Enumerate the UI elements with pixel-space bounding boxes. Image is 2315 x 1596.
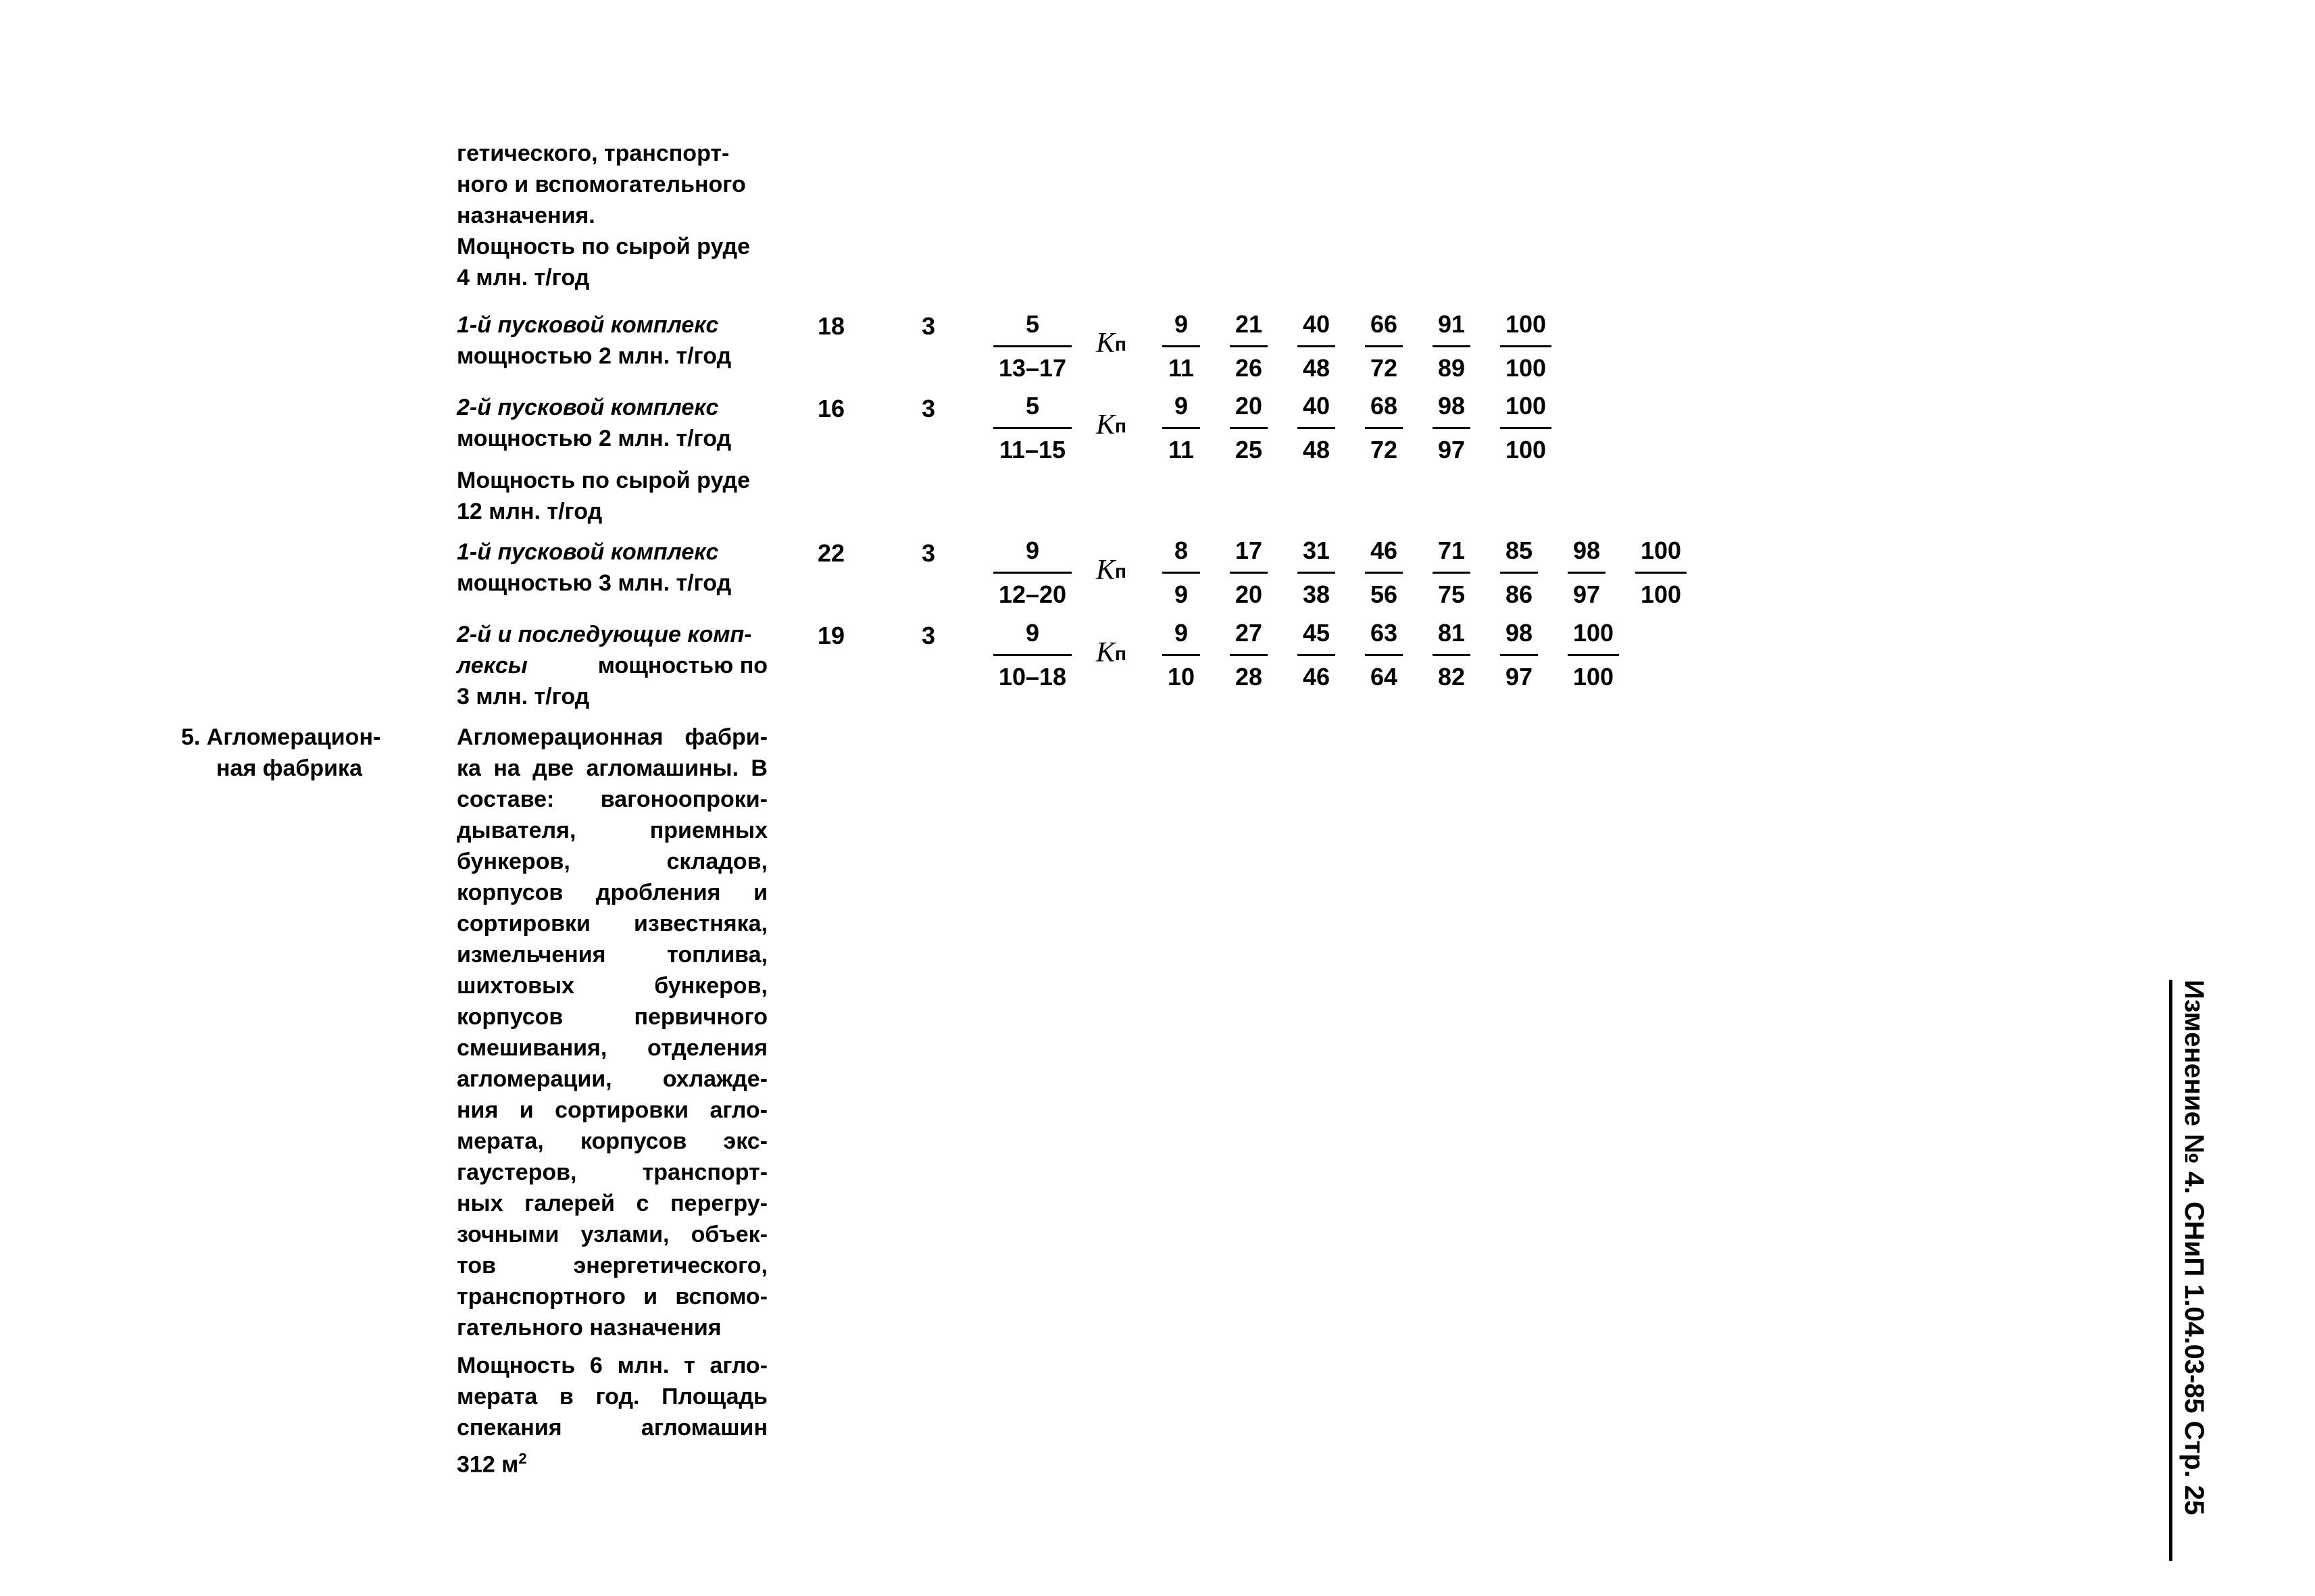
row-2-title-rest: мощностью 2 млн. т/год (457, 426, 732, 451)
pair-numerator: 21 (1230, 307, 1268, 347)
section-5-desc-line-19: транспортного и вспомо- (457, 1284, 768, 1310)
intro-text (457, 138, 768, 293)
row-2-frac-bot: 11–15 (999, 436, 1066, 464)
row-4-pair-4 (1365, 616, 1403, 694)
section-5-desc-line-16: ных галерей с перегру- (457, 1191, 768, 1216)
pair-numerator: 31 (1297, 534, 1335, 574)
row-1-title-italic: 1-й пусковой комплекс (457, 312, 719, 338)
pair-numerator: 71 (1433, 534, 1470, 574)
row-4-frac-top: 9 (993, 616, 1072, 656)
row-3-title-rest: мощностью 3 млн. т/год (457, 570, 732, 596)
pair-denominator: 48 (1302, 436, 1330, 464)
pair-denominator: 97 (1572, 580, 1601, 608)
row-1-pair-4 (1365, 307, 1403, 385)
row-4-col1: 19 (818, 622, 845, 649)
row-3-pair-2 (1230, 534, 1268, 612)
row-4-title (457, 619, 768, 712)
section-5-capacity (457, 1350, 768, 1480)
intro-line-1: гетического, транспорт- (457, 141, 730, 166)
row-3-pair-8 (1635, 534, 1687, 612)
section-5-desc-line-3: составе: вагоноопроки- (457, 787, 768, 812)
section-5-desc-line-14: мерата, корпусов экс- (457, 1128, 768, 1154)
side-page-label: Изменение № 4. СНиП 1.04.03-85 Стр. 25 (2169, 980, 2213, 1561)
row-4-col2: 3 (922, 622, 936, 649)
pair-denominator: 64 (1370, 663, 1398, 691)
pair-denominator: 82 (1437, 663, 1466, 691)
section-5-area (457, 1443, 768, 1480)
row-4-pair-3 (1297, 616, 1335, 694)
pair-denominator: 56 (1370, 580, 1398, 608)
row-1-fraction (993, 307, 1072, 385)
row-3-pair-6 (1500, 534, 1538, 612)
row-4-pair-7 (1568, 616, 1619, 694)
row-4-title-rest-2: мощностью по (597, 653, 768, 678)
row-4-title-italic-1: 2-й и последующие комп- (457, 622, 752, 647)
row-4-pair-5 (1433, 616, 1470, 694)
row-1-pair-1 (1162, 307, 1200, 385)
pair-numerator: 20 (1230, 389, 1268, 429)
pair-numerator: 9 (1162, 307, 1200, 347)
pair-numerator: 17 (1230, 534, 1268, 574)
row-3-pair-7 (1568, 534, 1605, 612)
pair-denominator: 89 (1437, 354, 1466, 382)
capacity-12-line-1: Мощность по сырой руде (457, 468, 750, 493)
section-5-label-line-2: ная фабрика (216, 755, 362, 781)
pair-denominator: 9 (1174, 580, 1189, 608)
pair-denominator: 97 (1505, 663, 1533, 691)
row-4-title-line-2 (457, 650, 768, 681)
row-3-title (457, 537, 768, 599)
row-1-pair-3 (1297, 307, 1335, 385)
section-5-label-line-1: 5. Агломерацион- (181, 724, 381, 750)
section-5-area-value: 312 м (457, 1451, 519, 1478)
section-5-desc-line-18: тов энергетического, (457, 1253, 768, 1278)
pair-numerator: 98 (1500, 616, 1538, 656)
pair-denominator: 20 (1235, 580, 1263, 608)
pair-numerator: 81 (1433, 616, 1470, 656)
section-5-desc-line-13: ния и сортировки агло- (457, 1097, 768, 1123)
pair-denominator: 100 (1572, 663, 1614, 691)
row-4-k: $K_п$ (1096, 637, 1126, 668)
section-5-desc-line-9: шихтовых бункеров, (457, 973, 768, 999)
row-1-col2: 3 (922, 312, 936, 340)
row-3-pair-5 (1433, 534, 1470, 612)
section-5-desc-line-8: измельчения топлива, (457, 942, 768, 968)
row-1-k: $K_п$ (1096, 328, 1126, 359)
pair-denominator: 48 (1302, 354, 1330, 382)
row-2-k: $K_п$ (1096, 409, 1126, 441)
row-4-title-rest-3: 3 млн. т/год (457, 684, 590, 709)
row-1-col1: 18 (818, 312, 845, 340)
pair-denominator: 25 (1235, 436, 1263, 464)
pair-numerator: 68 (1365, 389, 1403, 429)
row-3-pair-4 (1365, 534, 1403, 612)
pair-denominator: 75 (1437, 580, 1466, 608)
section-5-area-sup: 2 (518, 1450, 527, 1467)
section-5-desc-line-11: смешивания, отделения (457, 1035, 768, 1061)
pair-denominator: 26 (1235, 354, 1263, 382)
row-2-pair-6 (1500, 389, 1551, 467)
pair-denominator: 100 (1505, 436, 1547, 464)
pair-numerator: 9 (1162, 616, 1200, 656)
row-2-fraction (993, 389, 1072, 467)
pair-numerator: 100 (1500, 307, 1551, 347)
pair-denominator: 11 (1168, 436, 1195, 464)
section-5-desc-line-2: ка на две агломашины. В (457, 755, 768, 781)
row-2-title-italic: 2-й пусковой комплекс (457, 395, 719, 420)
pair-denominator: 38 (1302, 580, 1330, 608)
section-5-capacity-line-3: спекания агломашин (457, 1415, 768, 1441)
row-2-frac-top: 5 (993, 389, 1072, 429)
row-3-col2: 3 (922, 539, 936, 567)
pair-numerator: 45 (1297, 616, 1335, 656)
pair-numerator: 9 (1162, 389, 1200, 429)
section-5-desc-line-5: бункеров, складов, (457, 849, 768, 874)
row-2-pair-4 (1365, 389, 1403, 467)
capacity-12-line-2: 12 млн. т/год (457, 499, 603, 524)
pair-numerator: 100 (1568, 616, 1619, 656)
intro-capacity-2: 4 млн. т/год (457, 265, 590, 291)
intro-line-3: назначения. (457, 203, 595, 228)
pair-numerator: 66 (1365, 307, 1403, 347)
row-4-frac-bot: 10–18 (998, 663, 1067, 691)
section-5-capacity-line-1: Мощность 6 млн. т агло- (457, 1353, 768, 1378)
pair-denominator: 10 (1167, 663, 1195, 691)
pair-numerator: 46 (1365, 534, 1403, 574)
section-5-desc-line-15: гаустеров, транспорт- (457, 1159, 768, 1185)
row-3-fraction (993, 534, 1072, 612)
pair-denominator: 46 (1302, 663, 1330, 691)
row-2-pair-1 (1162, 389, 1200, 467)
row-1-title-rest: мощностью 2 млн. т/год (457, 343, 732, 369)
row-3-k: $K_п$ (1096, 555, 1126, 586)
pair-numerator: 40 (1297, 307, 1335, 347)
row-1-frac-bot: 13–17 (998, 354, 1067, 382)
section-5-capacity-line-2: мерата в год. Площадь (457, 1384, 768, 1410)
capacity-12 (457, 465, 768, 527)
section-5-desc-line-17: зочными узлами, объек- (457, 1222, 768, 1247)
row-1-pair-2 (1230, 307, 1268, 385)
pair-denominator: 28 (1235, 663, 1263, 691)
row-3-frac-top: 9 (993, 534, 1072, 574)
row-4-pair-2 (1230, 616, 1268, 694)
row-4-title-italic-2: лексы (457, 653, 528, 678)
row-4-fraction (993, 616, 1072, 694)
pair-numerator: 40 (1297, 389, 1335, 429)
pair-denominator: 100 (1640, 580, 1682, 608)
section-5-desc-line-1: Агломерационная фабри- (457, 724, 768, 750)
pair-denominator: 72 (1370, 436, 1398, 464)
section-5-desc-line-7: сортировки известняка, (457, 911, 768, 937)
row-3-pair-1 (1162, 534, 1200, 612)
pair-denominator: 72 (1370, 354, 1398, 382)
section-5-desc-line-6: корпусов дробления и (457, 880, 768, 905)
pair-numerator: 91 (1433, 307, 1470, 347)
row-2-pair-5 (1433, 389, 1470, 467)
row-3-col1: 22 (818, 539, 845, 567)
pair-denominator: 11 (1168, 354, 1195, 382)
row-1-pair-6 (1500, 307, 1551, 385)
section-5-desc-line-12: агломерации, охлажде- (457, 1066, 768, 1092)
pair-numerator: 27 (1230, 616, 1268, 656)
row-3-frac-bot: 12–20 (998, 580, 1067, 608)
row-3-pair-3 (1297, 534, 1335, 612)
section-5-label (181, 722, 380, 784)
pair-numerator: 98 (1433, 389, 1470, 429)
pair-denominator: 97 (1437, 436, 1466, 464)
row-3-title-italic: 1-й пусковой комплекс (457, 539, 719, 565)
row-1-frac-top: 5 (993, 307, 1072, 347)
pair-numerator: 100 (1500, 389, 1551, 429)
row-2-col1: 16 (818, 395, 845, 422)
row-2-pair-3 (1297, 389, 1335, 467)
section-5-desc-line-4: дывателя, приемных (457, 818, 768, 843)
intro-capacity-1: Мощность по сырой руде (457, 234, 750, 259)
row-4-pair-1 (1162, 616, 1200, 694)
pair-numerator: 98 (1568, 534, 1605, 574)
intro-line-2: ного и вспомогательного (457, 172, 746, 197)
section-5-description (457, 722, 768, 1343)
pair-numerator: 8 (1162, 534, 1200, 574)
pair-denominator: 100 (1505, 354, 1547, 382)
pair-numerator: 85 (1500, 534, 1538, 574)
section-5-desc-line-20: гательного назначения (457, 1315, 722, 1341)
row-2-pair-2 (1230, 389, 1268, 467)
pair-numerator: 100 (1635, 534, 1687, 574)
section-5-desc-line-10: корпусов первичного (457, 1004, 768, 1030)
pair-numerator: 63 (1365, 616, 1403, 656)
row-4-pair-6 (1500, 616, 1538, 694)
row-2-title (457, 392, 768, 454)
row-2-col2: 3 (922, 395, 936, 422)
row-1-pair-5 (1433, 307, 1470, 385)
row-1-title (457, 309, 768, 372)
pair-denominator: 86 (1505, 580, 1533, 608)
